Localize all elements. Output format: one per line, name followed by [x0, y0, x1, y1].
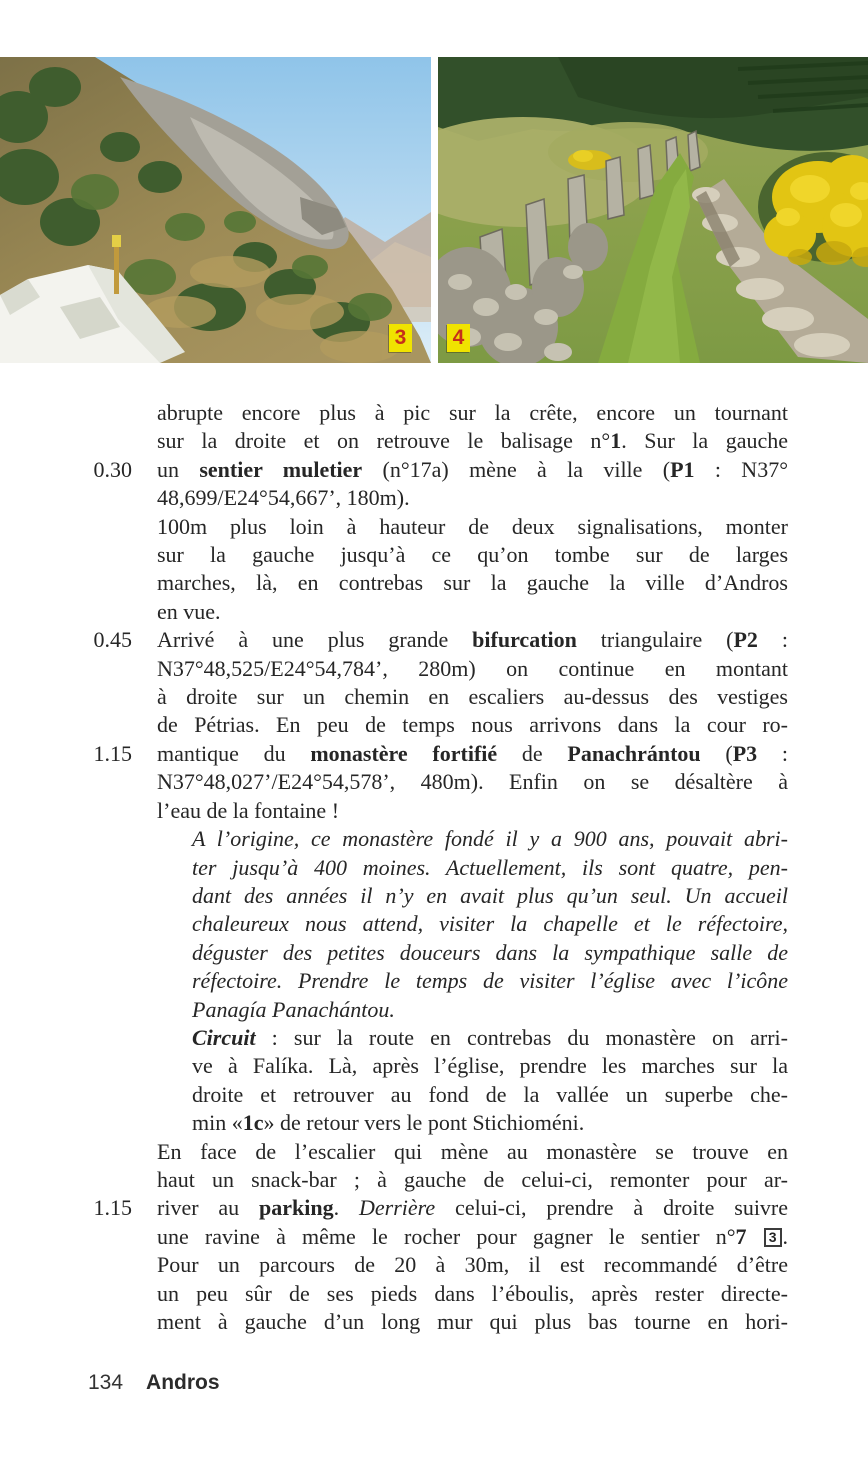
line-text: En face de l’escalier qui mène au monastère se trouve en: [157, 1138, 788, 1164]
left-photo: [0, 57, 431, 363]
text-line: [0, 1109, 788, 1137]
line-text: réfectoire. Prendre le temps de visiter l’église avec l’icône: [192, 968, 788, 994]
time-marker: [0, 854, 157, 882]
line-text: à droite sur un chemin en escaliers au-dessus des vestiges: [157, 684, 788, 710]
time-marker: [0, 910, 157, 938]
line-text: en vue.: [157, 598, 221, 624]
time-marker: [0, 569, 157, 597]
time-marker: [0, 1052, 157, 1080]
line-text: A l’origine, ce monastère fondé il y a 900 ans, pouvait abri-: [192, 826, 788, 852]
line-text: ment à gauche d’un long mur qui plus bas tourne en hori-: [157, 1309, 788, 1334]
text-line: [0, 683, 788, 711]
time-marker: [0, 655, 157, 683]
photo-ref-icon: 3: [764, 1228, 782, 1247]
right-photo: [438, 57, 868, 363]
time-marker: [0, 1081, 157, 1109]
text-line: [0, 1251, 788, 1279]
line-text: 48,699/E24°54,667’, 180m).: [157, 485, 410, 511]
text-line: [0, 456, 788, 484]
line-text: Arrivé à une plus grande bifurcation triangulaire (P2 :: [157, 627, 788, 653]
line-text: sur la droite et on retrouve le balisage n°1. Sur la gauche: [157, 428, 789, 454]
text-line: [0, 1280, 788, 1308]
time-marker: [0, 967, 157, 995]
text-line: [0, 797, 788, 825]
time-marker: 1.15: [93, 1195, 132, 1221]
line-text: déguster des petites douceurs dans la sympathique salle de: [192, 939, 788, 965]
text-line: [0, 598, 788, 626]
time-marker: [0, 683, 157, 711]
line-text: N37°48,525/E24°54,784’, 280m) on continue en montant: [157, 655, 788, 681]
time-marker: [0, 513, 157, 541]
time-marker: [0, 939, 157, 967]
time-marker: [0, 1109, 157, 1137]
text-line: [0, 1166, 788, 1194]
time-marker: [0, 399, 157, 427]
time-marker: [0, 768, 157, 796]
line-text: abrupte encore plus à pic sur la crête, encore un tournant: [157, 400, 788, 425]
time-marker: [0, 427, 157, 455]
text-line: [0, 1194, 788, 1222]
line-text: une ravine à même le rocher pour gagner le sentier n°7 3 .: [157, 1223, 788, 1249]
line-text: chaleureux nous attend, visiter la chapelle et le réfectoire,: [192, 911, 788, 937]
text-line: [0, 1308, 788, 1336]
time-marker: [0, 882, 157, 910]
line-text: Panagía Panachántou.: [192, 996, 395, 1022]
text-line: [0, 825, 788, 853]
text-line: [0, 967, 788, 995]
body-text: [0, 399, 788, 1336]
text-line: [0, 854, 788, 882]
line-text: min «1c» de retour vers le pont Stichioméni.: [192, 1110, 585, 1136]
page-number: 134: [88, 1371, 124, 1394]
text-line: [0, 484, 788, 512]
time-marker: 0.45: [93, 627, 132, 653]
text-line: [0, 399, 788, 427]
text-line: [0, 1052, 788, 1080]
text-line: [0, 1024, 788, 1052]
time-marker: [0, 825, 157, 853]
time-marker: [0, 1251, 157, 1279]
line-text: un sentier muletier (n°17a) mène à la ville (P1 : N37°: [157, 456, 788, 482]
line-text: haut un snack-bar ; à gauche de celui-ci, remonter pour ar-: [157, 1166, 788, 1192]
text-line: [0, 1138, 788, 1166]
line-text: ve à Falíka. Là, après l’église, prendre les marches sur la: [192, 1053, 788, 1079]
time-marker: 1.15: [93, 740, 132, 766]
time-marker: [0, 996, 157, 1024]
text-line: [0, 427, 788, 455]
time-marker: [0, 711, 157, 739]
text-line: [0, 939, 788, 967]
footer: [88, 1372, 220, 1394]
line-text: river au parking. Derrière celui-ci, prendre à droite suivre: [157, 1195, 789, 1221]
text-line: [0, 1223, 788, 1251]
text-line: [0, 882, 788, 910]
time-marker: [0, 484, 157, 512]
line-text: Circuit : sur la route en contrebas du monastère on arri-: [192, 1024, 788, 1050]
time-marker: [0, 797, 157, 825]
line-text: droite et retrouver au fond de la vallée un superbe che-: [192, 1081, 788, 1107]
time-marker: [0, 1223, 157, 1251]
line-text: marches, là, en contrebas sur la gauche la ville d’Andros: [157, 570, 788, 596]
photo-badge-4: 4: [447, 324, 470, 352]
line-text: un peu sûr de ses pieds dans l’éboulis, après rester directe-: [157, 1280, 788, 1306]
line-text: ter jusqu’à 400 moines. Actuellement, ils sont quatre, pen-: [192, 854, 788, 880]
text-line: [0, 740, 788, 768]
text-line: [0, 513, 788, 541]
line-text: de Pétrias. En peu de temps nous arrivons dans la cour ro-: [157, 712, 788, 738]
line-text: dant des années il n’y en avait plus qu’un seul. Un accueil: [192, 882, 788, 908]
line-text: N37°48,027’/E24°54,578’, 480m). Enfin on se désaltère à: [157, 769, 788, 795]
text-line: [0, 996, 788, 1024]
text-line: [0, 768, 788, 796]
line-text: sur la gauche jusqu’à ce qu’on tombe sur de larges: [157, 542, 788, 568]
right-photo-illustration: [438, 57, 868, 363]
text-line: [0, 541, 788, 569]
time-marker: 0.30: [93, 456, 132, 482]
time-marker: [0, 541, 157, 569]
text-line: [0, 711, 788, 739]
left-photo-illustration: [0, 57, 431, 363]
text-line: [0, 626, 788, 654]
text-line: [0, 569, 788, 597]
line-text: l’eau de la fontaine !: [157, 797, 340, 823]
time-marker: [0, 1024, 157, 1052]
section-title: Andros: [146, 1371, 220, 1394]
text-line: [0, 910, 788, 938]
line-text: Pour un parcours de 20 à 30m, il est recommandé d’être: [157, 1252, 788, 1278]
time-marker: [0, 598, 157, 626]
time-marker: [0, 1166, 157, 1194]
time-marker: [0, 1308, 157, 1336]
text-line: [0, 1081, 788, 1109]
line-text: mantique du monastère fortifié de Panachrántou (P3 :: [157, 740, 789, 766]
photo-badge-3: 3: [389, 324, 412, 352]
time-marker: [0, 1280, 157, 1308]
line-text: 100m plus loin à hauteur de deux signalisations, monter: [157, 513, 788, 539]
text-line: [0, 655, 788, 683]
time-marker: [0, 1138, 157, 1166]
